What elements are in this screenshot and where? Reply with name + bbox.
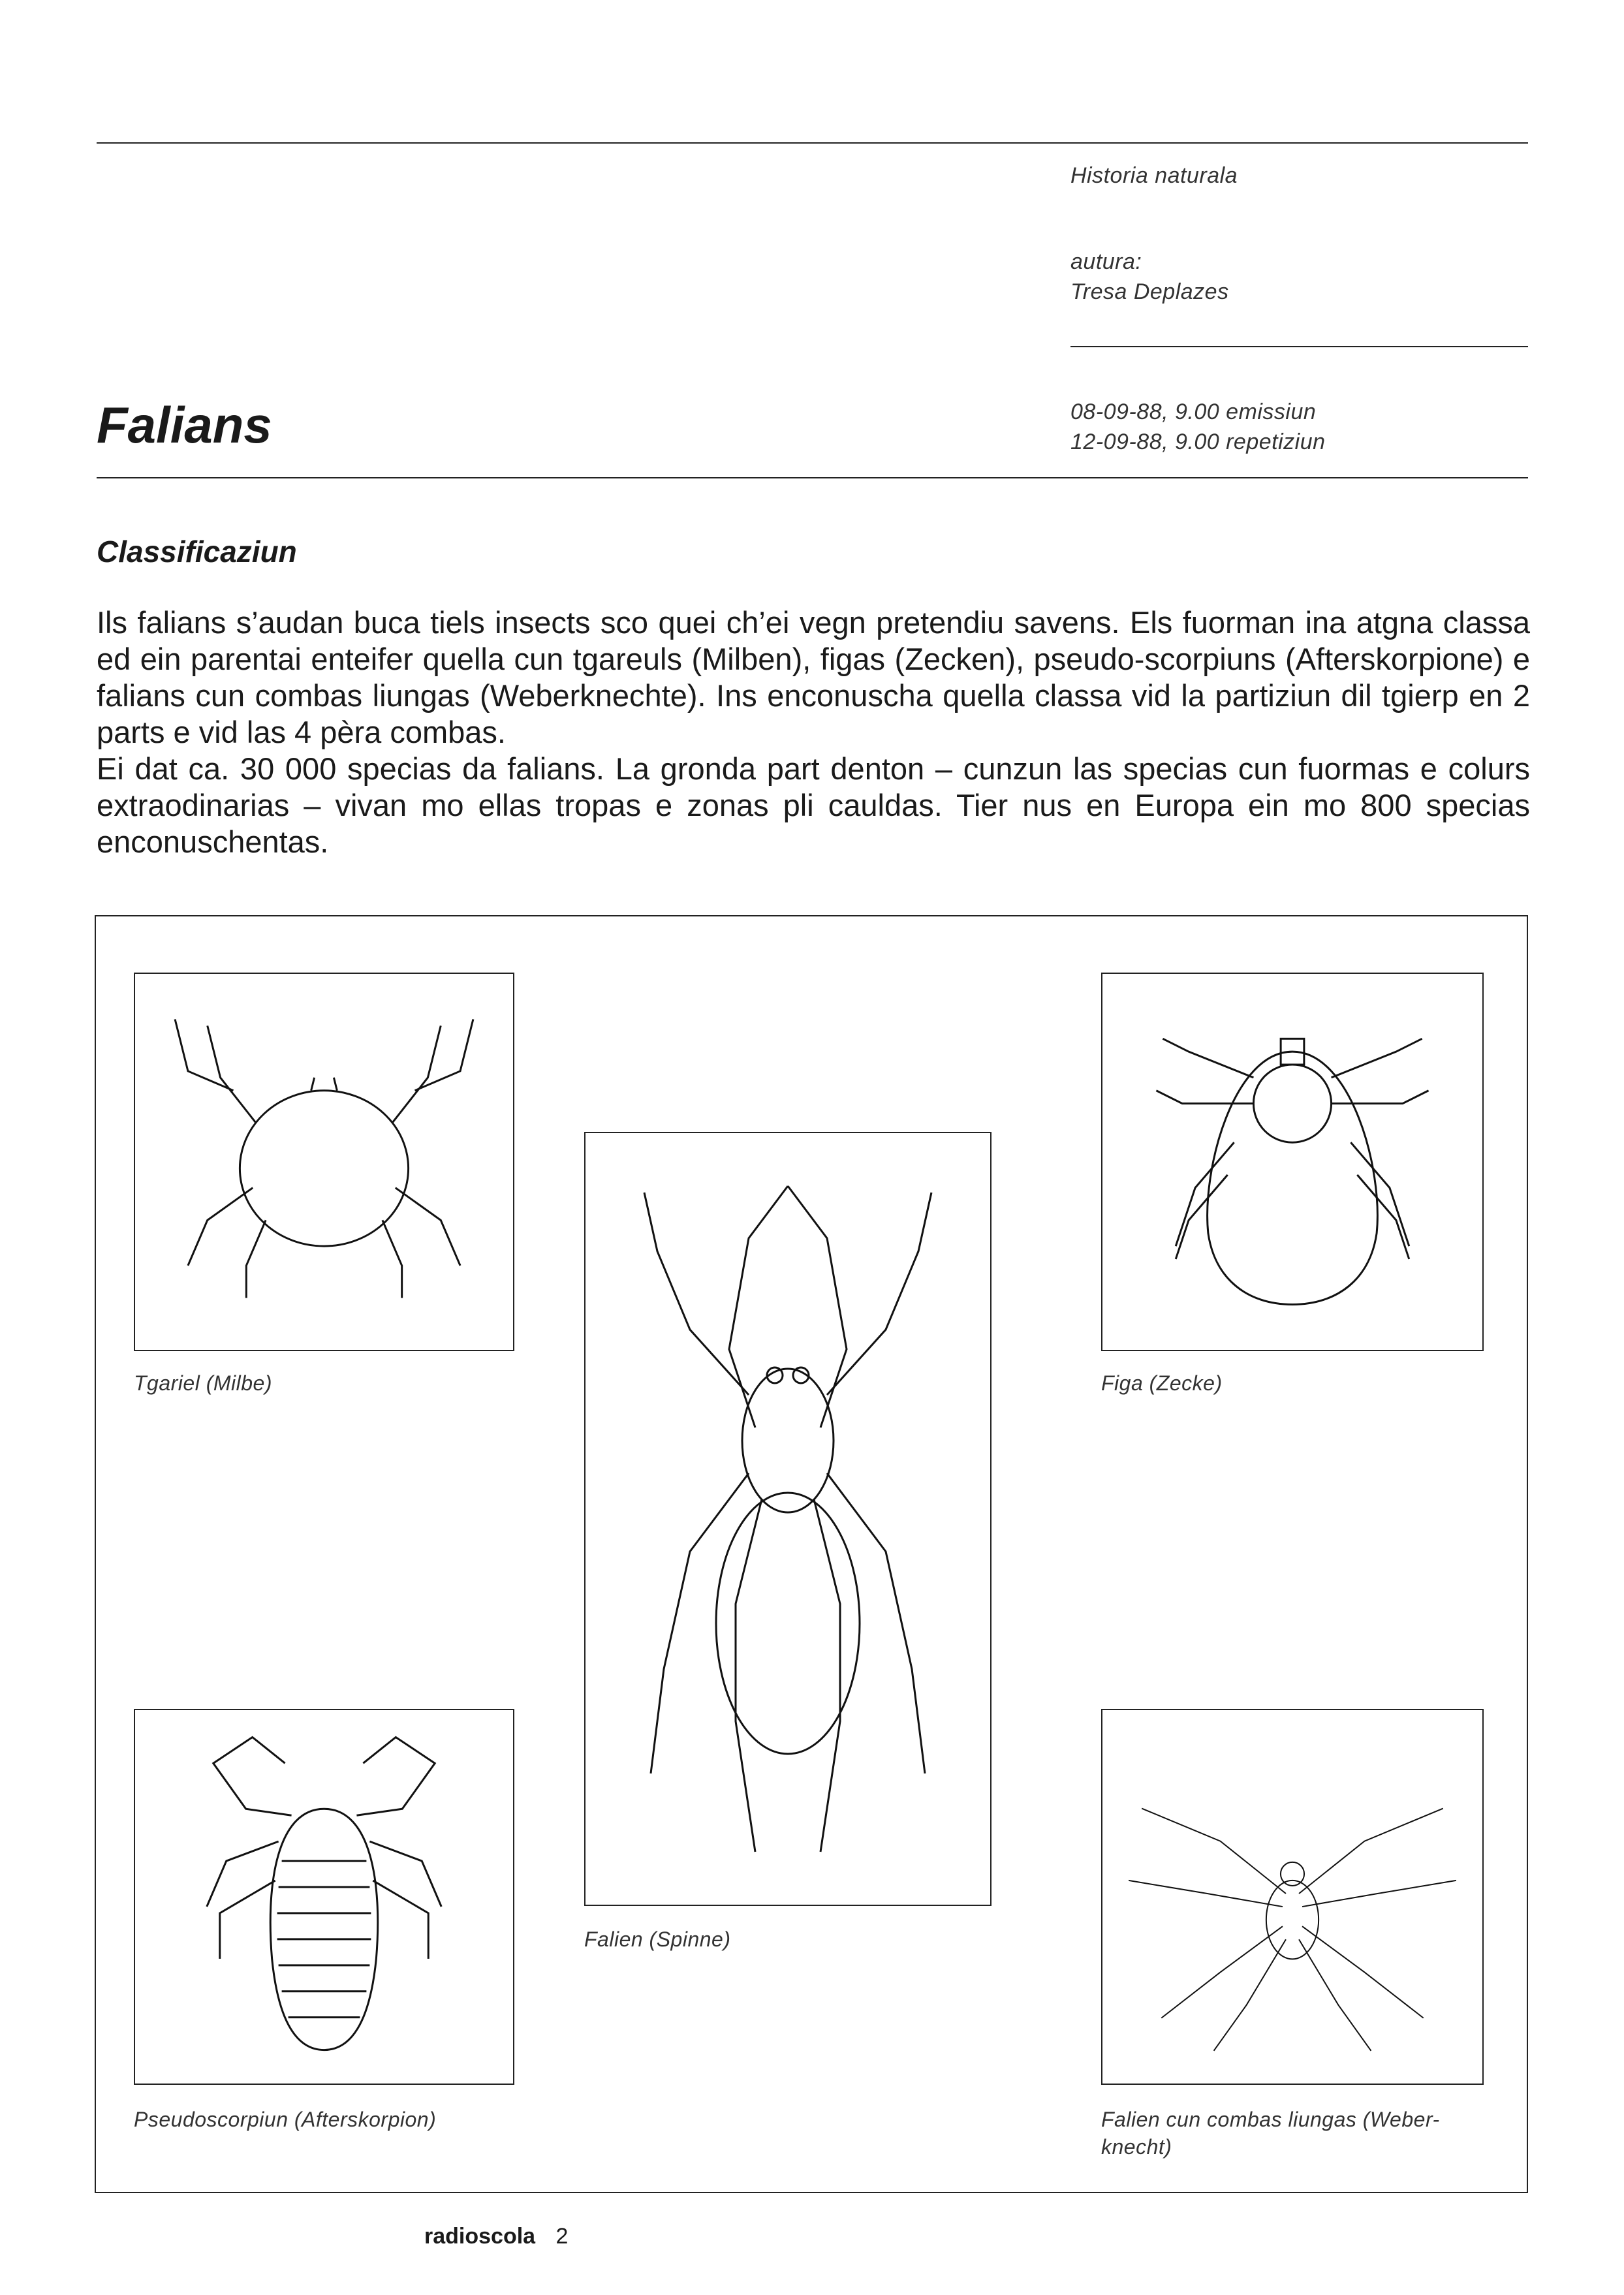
figure-frame	[95, 915, 1528, 2193]
section-heading: Classificaziun	[97, 535, 297, 569]
paragraph-1: Ils falians s’audan buca tiels insects sco quei ch’ei vegn pretendiu savens. Els fuorman ina atgna classa ed ein parentai enteifer quella cun tgareuls (Milben), figas (Zecken), pseudo-scorpiuns (Afterskorpione) e falians cun combas liungas (Weberknechte). Ins enconuscha quella classa vid la partiziun dil tgierp en 2 parts e vid las 4 pèra combas.	[97, 605, 1530, 749]
tick-caption: Figa (Zecke)	[1101, 1371, 1223, 1395]
author-name: Tresa Deplazes	[1070, 279, 1229, 304]
mite-illustration	[134, 973, 514, 1351]
broadcast-date: 08-09-88, 9.00 emissiun	[1070, 399, 1317, 424]
spider-illustration	[584, 1132, 992, 1906]
page-title: Falians	[97, 396, 272, 454]
footer	[424, 2224, 568, 2249]
title-rule	[97, 477, 1528, 478]
author-label: autura:	[1070, 249, 1142, 274]
repeat-date: 12-09-88, 9.00 repetiziun	[1070, 429, 1326, 454]
publication-name: radioscola	[424, 2224, 536, 2249]
harvestman-illustration	[1101, 1709, 1484, 2085]
page-number: 2	[555, 2224, 569, 2249]
harvestman-caption: Falien cun combas liungas (Weber-knecht)	[1101, 2108, 1440, 2159]
mite-caption: Tgariel (Milbe)	[134, 1371, 272, 1395]
pseudoscorpion-caption: Pseudoscorpiun (Afterskorpion)	[134, 2108, 437, 2131]
pseudoscorpion-illustration	[134, 1709, 514, 2085]
paragraph-2: Ei dat ca. 30 000 specias da falians. La gronda part denton – cunzun las specias cun fuormas e colurs extraodinarias – vivan mo ellas tropas e zonas pli cauldas. Tier nus en Europa ein mo 800 specias enconuschentas.	[97, 751, 1530, 859]
tick-illustration	[1101, 973, 1484, 1351]
top-rule	[97, 142, 1528, 144]
series-label: Historia naturala	[1070, 163, 1238, 188]
author-rule	[1070, 346, 1528, 347]
spider-caption: Falien (Spinne)	[584, 1928, 731, 1951]
